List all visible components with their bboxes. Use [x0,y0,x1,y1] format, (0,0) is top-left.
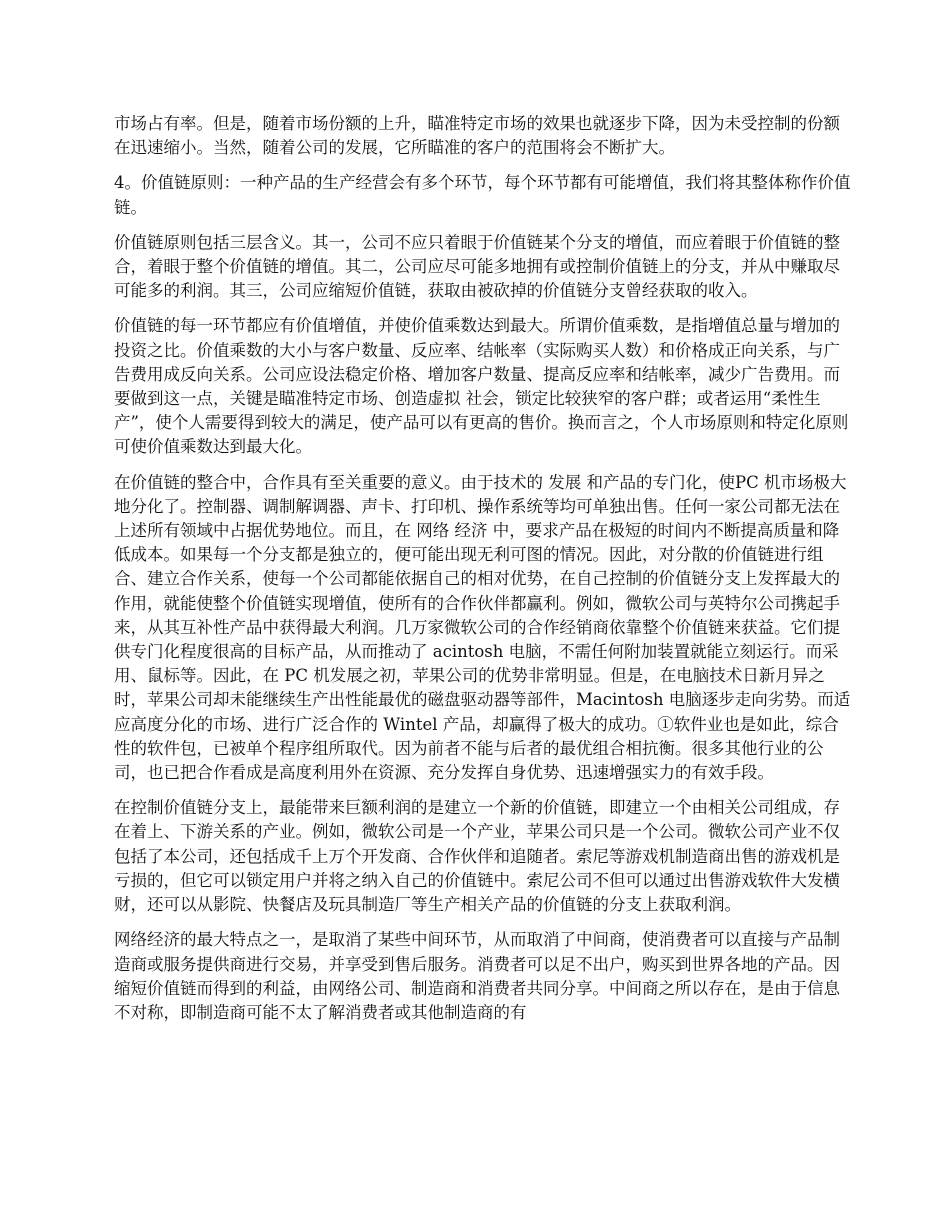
paragraph-three-meanings: 价值链原则包括三层含义。其一，公司不应只着眼于价值链某个分支的增值，而应着眼于价值链的整合，着眼于整个价值链的增值。其二，公司应尽可能多地拥有或控制价值链上的分支，并从中赚取尽可能多的利润。其三，公司应缩短价值链，获取由被砍掉的价值链分支曾经获取的收入。 [114,232,840,301]
paragraph-market-share: 市场占有率。但是，随着市场份额的上升，瞄准特定市场的效果也就逐步下降，因为未受控制的份额在迅速缩小。当然，随着公司的发展，它所瞄准的客户的范围将会不断扩大。 [114,114,840,158]
paragraph-network-economy: 网络经济的最大特点之一，是取消了某些中间环节，从而取消了中间商，使消费者可以直接与产品制造商或服务提供商进行交易，并享受到售后服务。消费者可以足不出户，购买到世界各地的产品。因缩短价值链而得到的利益，由网络公司、制造商和消费者共同分享。中间商之所以存在，是由于信息不对称，即制造商可能不太了解消费者或其他制造商的有 [114,930,840,1022]
paragraph-value-chain-principle: 4。价值链原则：一种产品的生产经营会有多个环节，每个环节都有可能增值，我们将其整体称作价值链。 [114,173,851,217]
paragraph-cooperation: 在价值链的整合中，合作具有至关重要的意义。由于技术的 发展 和产品的专门化，使PC 机市场极大地分化了。控制器、调制解调器、声卡、打印机、操作系统等均可单独出售。任何一家公司都无法在上述所有领域中占据优势地位。而且，在 网络 经济 中，要求产品在极短的时间内不断提高质量和降低成本。如果每一个分支都是独立的，便可能出现无利可图的情况。因此，对分散的价值链进行组合、建立合作关系，使每一个公司都能依据自己的相对优势，在自己控制的价值链分支上发挥最大的作用，就能使整个价值链实现增值，使所有的合作伙伴都赢利。例如，微软公司与英特尔公司携起手来，从其互补性产品中获得最大利润。几万家微软公司的合作经销商依靠整个价值链来获益。它们提供专门化程度很高的目标产品，从而推动了 acintosh 电脑，不需任何附加装置就能立刻运行。而采用、鼠标等。因此，在 PC 机发展之初，苹果公司的优势非常明显。但是，在电脑技术日新月异之时，苹果公司却未能继续生产出性能最优的磁盘驱动器等部件，Macintosh 电脑逐步走向劣势。而适应高度分化的市场、进行广泛合作的 Wintel 产品，却赢得了极大的成功。①软件业也是如此，综合性的软件包，已被单个程序组所取代。因为前者不能与后者的最优组合相抗衡。很多其他行业的公司，也已把合作看成是高度利用外在资源、充分发挥自身优势、迅速增强实力的有效手段。 [114,472,851,783]
document-page [114,112,854,1036]
paragraph-value-multiplier: 价值链的每一环节都应有价值增值，并使价值乘数达到最大。所谓价值乘数，是指增值总量与增加的投资之比。价值乘数的大小与客户数量、反应率、结帐率（实际购买人数）和价格成正向关系，与广告费用成反向关系。公司应设法稳定价格、增加客户数量、提高反应率和结帐率，减少广告费用。而要做到这一点，关键是瞄准特定市场、创造虚拟 社会，锁定比较狭窄的客户群；或者运用“柔性生产”，使个人需要得到较大的满足，使产品可以有更高的售价。换而言之，个人市场原则和特定化原则可使价值乘数达到最大化。 [114,316,849,457]
paragraph-new-value-chain: 在控制价值链分支上，最能带来巨额利润的是建立一个新的价值链，即建立一个由相关公司组成，存在着上、下游关系的产业。例如，微软公司是一个产业，苹果公司只是一个公司。微软公司产业不仅包括了本公司，还包括成千上万个开发商、合作伙伴和追随者。索尼等游戏机制造商出售的游戏机是亏损的，但它可以锁定用户并将之纳入自己的价值链中。索尼公司不但可以通过出售游戏软件大发横财，还可以从影院、快餐店及玩具制造厂等生产相关产品的价值链的分支上获取利润。 [114,798,840,915]
